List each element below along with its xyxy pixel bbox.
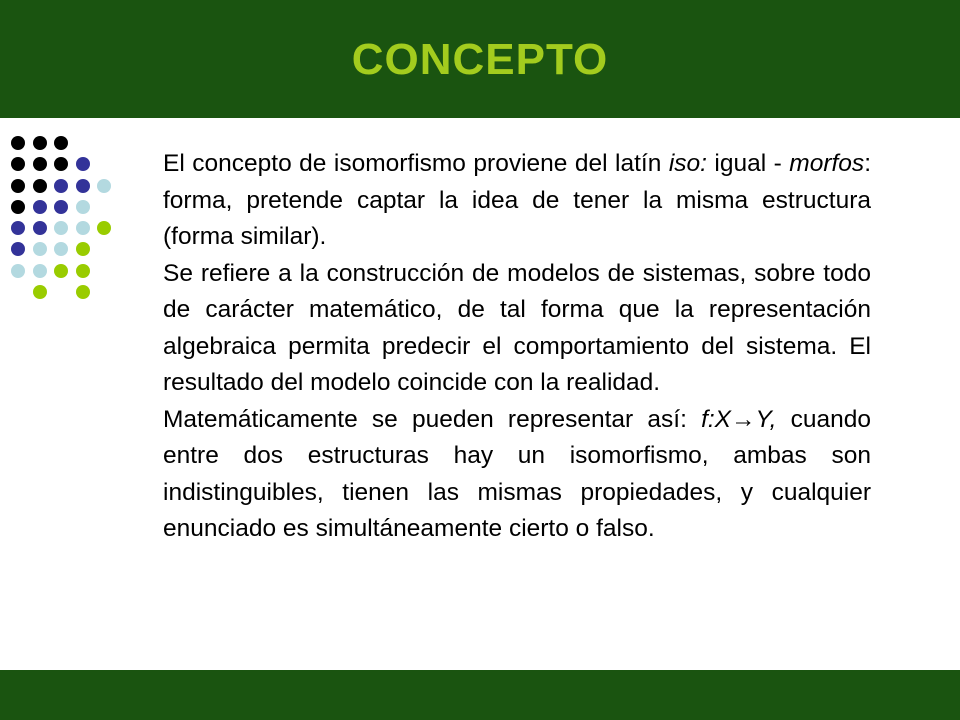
decorative-dot [76,221,90,235]
decorative-dot [54,179,68,193]
text-run: igual - [706,150,790,177]
decorative-dot [97,179,111,193]
slide-title: CONCEPTO [351,35,609,84]
paragraph-math [163,402,871,548]
decorative-dot [33,221,47,235]
decorative-dot [33,285,47,299]
decorative-dot [54,221,68,235]
text-run: : forma, pretende captar la idea de tener la misma estructura (forma similar). [163,150,871,250]
decorative-dot [54,157,68,171]
text-run: Se refiere a la construcción de modelos de sistemas, sobre todo de carácter matemático, de tal forma que la representación algebraica permita predecir el comportamiento del sistema. El resultado del modelo coincide con la realidad. [163,259,871,396]
text-run: El concepto de isomorfismo proviene del latín [163,150,669,177]
paragraph-etymology [163,146,871,256]
decorative-dot [33,157,47,171]
decorative-dot [76,179,90,193]
decorative-dot [11,157,25,171]
text-run: cuando entre dos estructuras hay un isomorfismo, ambas son indistinguibles, tienen las mismas propiedades, y cualquier enunciado es simultáneamente cierto o falso. [163,405,871,542]
text-run-italic: iso: [668,150,707,177]
footer-band [0,670,960,720]
decorative-dot [76,200,90,214]
decorative-dot [11,136,25,150]
decorative-dot [54,264,68,278]
decorative-dot [33,242,47,256]
decorative-dot [33,200,47,214]
decorative-dot [11,221,25,235]
decorative-dot [76,157,90,171]
decorative-dot [33,179,47,193]
text-run: Matemáticamente se pueden representar así: [163,405,702,433]
paragraph-models [163,256,871,402]
decorative-dot [33,136,47,150]
decorative-dot [76,264,90,278]
decorative-dot [33,264,47,278]
decorative-dot [97,221,111,235]
decorative-dot [11,179,25,193]
decorative-dot [76,285,90,299]
decorative-dot [54,200,68,214]
text-run-italic: morfos [789,150,865,177]
decorative-dot [11,264,25,278]
decorative-dot [11,242,25,256]
title-band [0,0,960,118]
decorative-dot [54,136,68,150]
decorative-dot-grid [0,0,130,310]
decorative-dot [11,200,25,214]
decorative-dot [76,242,90,256]
slide-body [163,146,871,548]
text-run-italic: f:X→Y, [701,405,777,433]
decorative-dot [54,242,68,256]
